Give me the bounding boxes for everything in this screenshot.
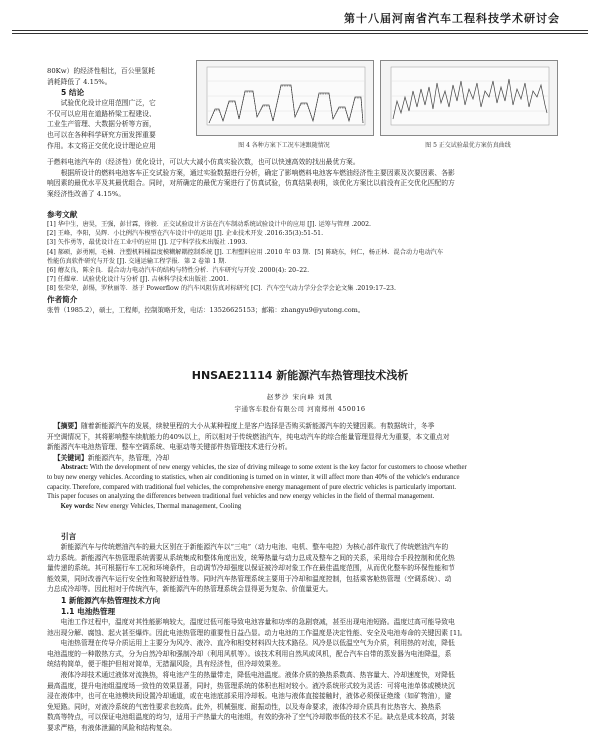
figure-5-plot (381, 61, 557, 135)
conclusion-line: 作用。本文将正交优化设计理论应用 (47, 141, 156, 150)
author-info-heading: 作者简介 (47, 294, 78, 304)
abstract-first-line (47, 421, 562, 432)
section-1-1-line: 要求严格，有液体泄漏的风险和结构复杂。 (47, 723, 177, 732)
en-keywords-line (47, 502, 562, 512)
section-1-1-line: 液体冷却技术通过液体对流换热，将电池产生的热量带走，降低电池温度。液体介质的换热系数高、热容量大、冷却速度快，对降低 (60, 670, 455, 679)
journal-title: 第十八届河南省汽车工程科技学术研讨会 (344, 12, 560, 25)
conclusion-line: 根据所设计的燃料电池客车正交试验方案，通过实验数据进行分析，确定了影响燃料电池客车燃油经济性主要因素及次要因素、各影 (60, 168, 455, 177)
intro-line: 能效果，同时改善汽车运行安全性和驾驶舒适性等。同时汽车热管理系统主要用于冷却和温度控制，包括乘客舱热管理（空调系统）、动 (47, 574, 452, 583)
reference-item: [2] 王峰，李阳，吴辉．小比例汽车模型在汽车设计中的运用 [J]. 企业技术开发 .2016:35(3):51-51. (47, 230, 324, 238)
en-keywords-label: Key words: (60, 502, 95, 510)
article-authors: 赵梦沙 宋向峰 刘凯 (266, 393, 334, 401)
abstract-line: 新能源汽车电池热管理、整车空调系统、电驱动等关键部件热管理技术进行分析。 (47, 443, 292, 452)
conclusion-line: 试验优化设计应用范围广泛，它 (60, 99, 156, 108)
conclusion-continuation (47, 157, 562, 199)
abstract-label: 【摘要】 (53, 422, 81, 430)
intro-heading: 引言 (61, 532, 77, 541)
figure-4-speed-following (196, 60, 374, 136)
abstract-line: 随着新能源汽车的发展，续驶里程的大小从某种程度上是客户选择是否购买新能源汽车的关键因素。有数据统计，冬季 (80, 422, 435, 430)
figure-4-caption: 图 4 各种方案下工况车速跟随情况 (238, 142, 330, 149)
en-abstract-line: to buy new energy vehicles. According to statistics, when air conditioning is turned on in winter, it will affect more than 40% of the vehicle's endurance (47, 473, 460, 481)
article-affiliation: 宇通客车股份有限公司 河南郑州 450016 (234, 405, 366, 413)
figure-4-plot (197, 61, 373, 135)
conclusion-heading: 5 结论 (61, 88, 85, 98)
en-abstract-line: This paper focuses on analyzing the differences between traditional fuel vehicles and new energy vehicles in the field of thermal management. (47, 493, 435, 501)
result-paragraph-line: 消耗降低了 4.15%。 (47, 77, 112, 86)
conclusion-line: 也可以在各种科学研究方面发挥重要 (47, 130, 156, 139)
section-1-1-line: 统结构简单，便于维护但相对简单，无措漏风险，具有经济性，但冷却效果差。 (47, 660, 285, 669)
reference-item: [8] 张荣荣，彭惕，罗秋丽等．基于 Powerflow 的汽车风阻仿真对标研究 [C]．汽车空气动力学分会学会论文集 .2019:17–23. (47, 285, 396, 293)
reference-item: [7] 任耀章．试验优化设计与分析 [J]. 吉林科学技术出版社 .2001. (47, 276, 229, 284)
keywords-text: 新能源汽车，热管理，冷却 (87, 453, 170, 462)
article-title: HNSAE21114 新能源汽车热管理技术浅析 (191, 369, 409, 382)
header-rule-thick (12, 30, 588, 31)
figure-5-caption: 图 5 正交试验最优方案仿真曲线 (425, 142, 511, 149)
references (47, 209, 562, 315)
section-1-1-line: 电池工作过程中，温度对其性能影响较大，温度过低可能导致电池容量和功率的急剧衰减，甚至出现电池短路。温度过高可能导致电 (60, 617, 455, 626)
intro-line: 力总成冷却等。因此相对于传统汽车，新能源汽车的热管理系统会显得更为复杂、价值量更大。 (47, 585, 333, 594)
section-1-1-line: 电池热管理在传导介质运用上主要分为风冷、液冷、直冷和相变材料四大技术路径。风冷是以低温空气为介质，利用热的对流，降低 (60, 639, 455, 648)
left-column (47, 66, 187, 151)
conclusion-line: 案经济性改善了 4.15%。 (47, 189, 126, 198)
conclusion-line: 工业生产管理、大数据分析等方面， (47, 120, 156, 129)
keywords-label: 【关键词】 (53, 453, 88, 462)
reference-item: [6] 蘑友良，陈全良．混合动力电动汽车的结构与特性分析．汽车研究与开发 .2000(4): 20–22. (47, 267, 310, 275)
en-abstract-first-line (47, 463, 562, 473)
intro-line: 动力系统。新能源汽车热管理系统需要从系统集成和整体角度出发，统筹热量与动力总成及整车之间的关系，采用综合手段控制和优化热 (47, 553, 455, 562)
en-abstract-line: With the development of new energy vehicles, the size of driving mileage to some extent is the key factor for customers to choose whether (89, 464, 467, 472)
intro-line: 量传递的系统。其可根据行车工况和环境条件，自动调节冷却强度以保证被冷却对象工作在最佳温度范围，从而优化整车的环保性能和节 (47, 564, 455, 573)
reference-item: [4] 郝硕，彭勇刚，毛楠．注塑机料桶温度模糊解耦控制系统 [J]. 工程塑料应用 .2010 年 03 期．[5] 陈晓东，何仁，杨正林．混合动力电动汽车 (47, 248, 444, 256)
en-abstract-label: Abstract: (60, 464, 89, 472)
intro-line: 新能源汽车与传统燃油汽车的最大区别在于新能源汽车以“三电”（动力电池、电机、整车电控）为核心部件取代了传统燃油汽车的 (60, 543, 449, 551)
en-abstract-line: capacity. Therefore, compared with traditional fuel vehicles, the comprehensive energy management of pure electric vehicles is particularly important. (47, 483, 457, 491)
abstract-block (47, 421, 562, 511)
journal-header (0, 0, 600, 38)
section-1-1-line: 数高等特点，可以保证电池组温度的均匀，适用于产热量大的电池组，有效的弥补了空气冷却散率低的技术不足。缺点是成本较高，封装 (47, 713, 455, 722)
reference-item: [3] 矢作勇等，最优设计在工业中的应用 [J]. 辽宁科学技术出版社 .1993. (47, 239, 248, 247)
reference-item: [1] 华中生，唐昊，王强，彭甘霖，徐骏．正交试验设计方法在汽车制动系统试验设计中的应用 [J]. 运筹与管理 .2002. (47, 221, 372, 228)
section-1-1-line: 免短路。同时，对液冷系统的气密性要求也较高。此外，机械强度、耐振动性，以及寿命要求，液体冷却介质具有比热容大、换热系 (47, 702, 442, 711)
section-1-1-line: 最高温度，提升电池组温度场一致性的效果显著，同时，热管理系统的体积也相对较小。液冷系统形式较为灵活：可将电池单体或模块沉 (47, 681, 455, 690)
header-rule-thin (12, 33, 588, 34)
figure-5-optimal-scheme (380, 60, 558, 136)
keywords-line (47, 453, 562, 464)
conclusion-line: 响因素的最优水平及其最优组合。同时，对所确定的最优方案进行了仿真试验，仿真结果表明，该优化方案比以前没有正交优化匹配的方 (47, 179, 455, 188)
abstract-line: 开空调情况下，其将影响整车续航能力的40%以上，所以相对于传统燃油汽车，纯电动汽车的综合能量管理显得尤为重要，本文重点对 (47, 432, 450, 441)
references-heading: 参考文献 (47, 210, 78, 219)
section-1-1-line: 浸在液体中，也可在电池模块间设置冷却通道，或在电池底部采用冷却板。电池与液体直接接触时，液体必须保证绝缘（如矿物油），避 (47, 692, 452, 701)
section-1-heading: 1 新能源汽车热管理技术方向 (61, 595, 161, 605)
main-body (47, 531, 562, 734)
section-1-1-heading: 1.1 电池热管理 (61, 606, 116, 616)
section-1-1-line: 池出现分解、腐蚀、起火甚至爆炸。因此电池热管理的重要性日益凸显。动力电池的工作温度是决定性能、安全及电池寿命的关键因素 [1]。 (47, 628, 467, 637)
reference-item: 性能仿真软件研究与开发 [J]. 交通运输工程学报．第 2 卷第 1 期． (47, 257, 231, 265)
conclusion-line: 不仅可以应用在道路桥梁工程建设、 (47, 109, 156, 118)
conclusion-line: 于燃料电池汽车的（经济性）优化设计，可以大大减小仿真实验次数，也可以快速高效的找出最优方案。 (47, 158, 360, 166)
author-info-text: 张曾（1985.2），硕士，工程师，控制策略开发，电话：13526625153；邮箱：zhangyu9@yutong.com。 (47, 305, 365, 314)
en-keywords-text: New energy Vehicles, Thermal management, Cooling (95, 502, 242, 510)
result-paragraph-line: 80Kw）的经济性相比，百公里氢耗 (47, 67, 155, 75)
section-1-1-line: 电池温度的一种散热方式，分为自然冷却和强制冷却（利用风机等）。该技术利用自然风或风机，配合汽车自带的蒸发器为电池降温，系 (47, 649, 452, 658)
